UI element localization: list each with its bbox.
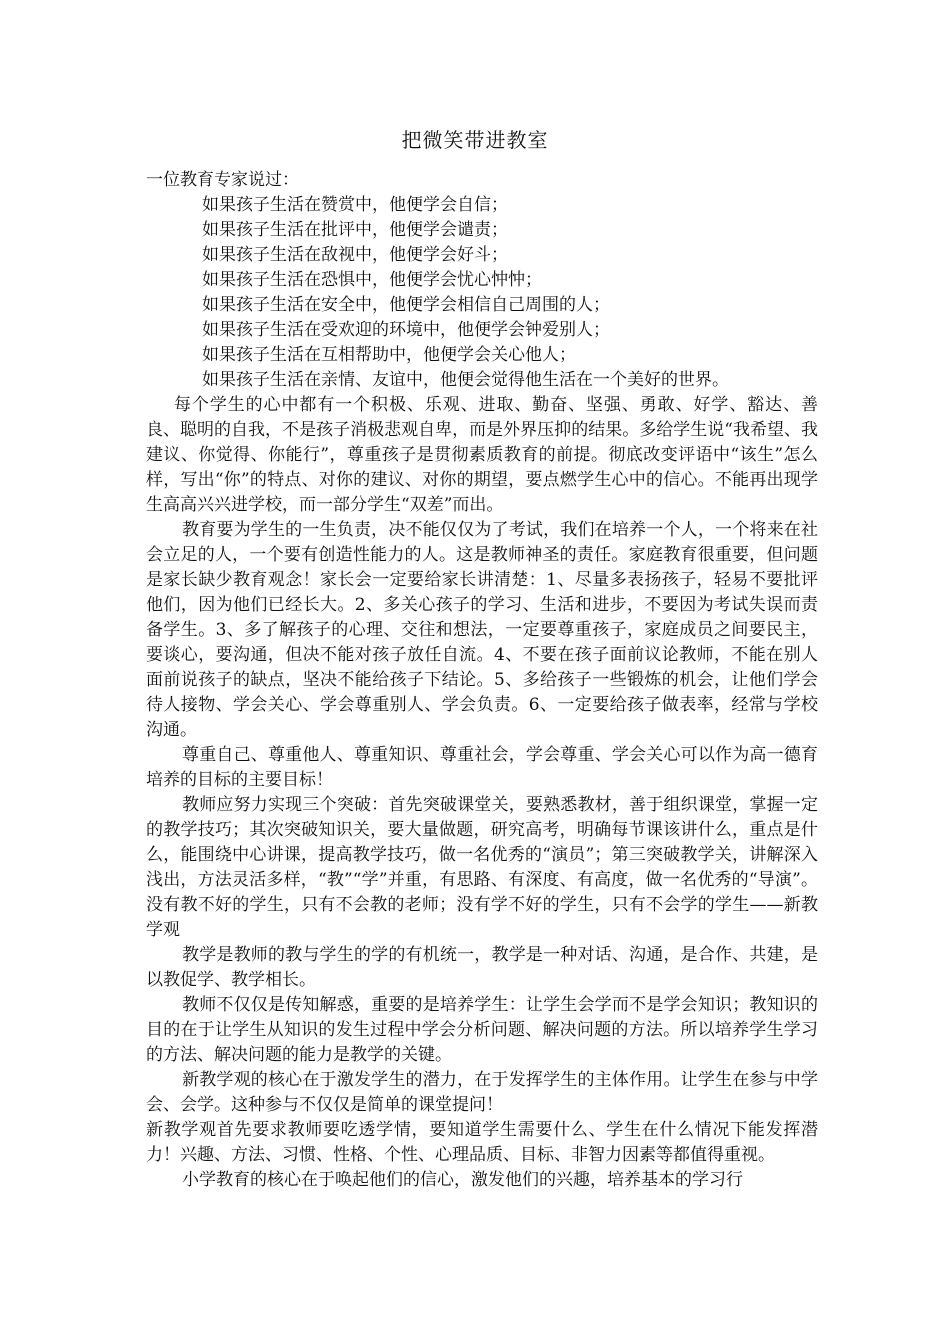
document-body: [146, 168, 818, 1193]
poem-line: 如果孩子生活在亲情、友谊中，他便会觉得他生活在一个美好的世界。: [202, 370, 729, 390]
paragraph: 每个学生的心中都有一个积极、乐观、进取、勤奋、坚强、勇敢、好学、豁达、善良、聪明的自我，不是孩子消极悲观自卑，而是外界压抑的结果。多给学生说“我希望、我建议、你觉得、你能行”，尊重孩子是贯彻素质教育的前提。彻底改变评语中“该生”怎么样，写出“你”的特点、对你的建议、对你的期望，要点燃学生心中的信心。不能再出现学生高高兴兴进学校，而一部分学生“双差”而出。: [146, 395, 818, 515]
document-title: 把微笑带进教室: [401, 128, 549, 152]
poem-line: 如果孩子生活在安全中，他便学会相信自己周围的人；: [202, 295, 610, 315]
poem-line: 如果孩子生活在恐惧中，他便学会忧心忡忡；: [202, 270, 542, 290]
paragraph: 尊重自己、尊重他人、尊重知识、尊重社会，学会尊重、学会关心可以作为高一德育培养的目标的主要目标！: [146, 745, 818, 790]
poem-line: 如果孩子生活在赞赏中，他便学会自信；: [202, 195, 508, 215]
poem-block: [146, 193, 818, 393]
poem-line: 如果孩子生活在敌视中，他便学会好斗；: [202, 245, 508, 265]
intro-line: 一位教育专家说过：: [146, 170, 299, 190]
paragraph: 新教学观的核心在于激发学生的潜力，在于发挥学生的主体作用。让学生在参与中学会、会学。这种参与不仅仅是简单的课堂提问！: [146, 1070, 818, 1115]
paragraph: 小学教育的核心在于唤起他们的信心，激发他们的兴趣，培养基本的学习行: [182, 1170, 743, 1190]
paragraph: 教师应努力实现三个突破：首先突破课堂关，要熟悉教材，善于组织课堂，掌握一定的教学技巧；其次突破知识关，要大量做题，研究高考，明确每节课该讲什么，重点是什么，能围绕中心讲课，提高教学技巧，做一名优秀的“演员”；第三突破教学关，讲解深入浅出，方法灵活多样，“教”“学”并重，有思路、有深度、有高度，做一名优秀的“导演”。没有教不好的学生，只有不会教的老师；没有学不好的学生，只有不会学的学生——新教学观: [146, 795, 818, 940]
paragraph: 教学是教师的教与学生的学的有机统一，教学是一种对话、沟通，是合作、共建，是以教促学、教学相长。: [146, 945, 818, 990]
paragraph: 新教学观首先要求教师要吃透学情，要知道学生需要什么、学生在什么情况下能发挥潜力！兴趣、方法、习惯、性格、个性、心理品质、目标、非智力因素等都值得重视。: [146, 1120, 818, 1165]
paragraph: 教育要为学生的一生负责，决不能仅仅为了考试，我们在培养一个人，一个将来在社会立足的人，一个要有创造性能力的人。这是教师神圣的责任。家庭教育很重要，但问题是家长缺少教育观念！家长会一定要给家长讲清楚：1、尽量多表扬孩子，轻易不要批评他们，因为他们已经长大。2、多关心孩子的学习、生活和进步，不要因为考试失误而责备学生。3、多了解孩子的心理、交往和想法，一定要尊重孩子，家庭成员之间要民主，要谈心，要沟通，但决不能对孩子放任自流。4、不要在孩子面前议论教师，不能在别人面前说孩子的缺点，坚决不能给孩子下结论。5、多给孩子一些锻炼的机会，让他们学会待人接物、学会关心、学会尊重别人、学会负责。6、一定要给孩子做表率，经常与学校沟通。: [146, 520, 818, 740]
poem-line: 如果孩子生活在互相帮助中，他便学会关心他人；: [202, 345, 576, 365]
paragraph: 教师不仅仅是传知解惑，重要的是培养学生：让学生会学而不是学会知识；教知识的目的在于让学生从知识的发生过程中学会分析问题、解决问题的方法。所以培养学生学习的方法、解决问题的能力是教学的关键。: [146, 995, 818, 1065]
poem-line: 如果孩子生活在批评中，他便学会谴责；: [202, 220, 508, 240]
poem-line: 如果孩子生活在受欢迎的环境中，他便学会钟爱别人；: [202, 320, 610, 340]
